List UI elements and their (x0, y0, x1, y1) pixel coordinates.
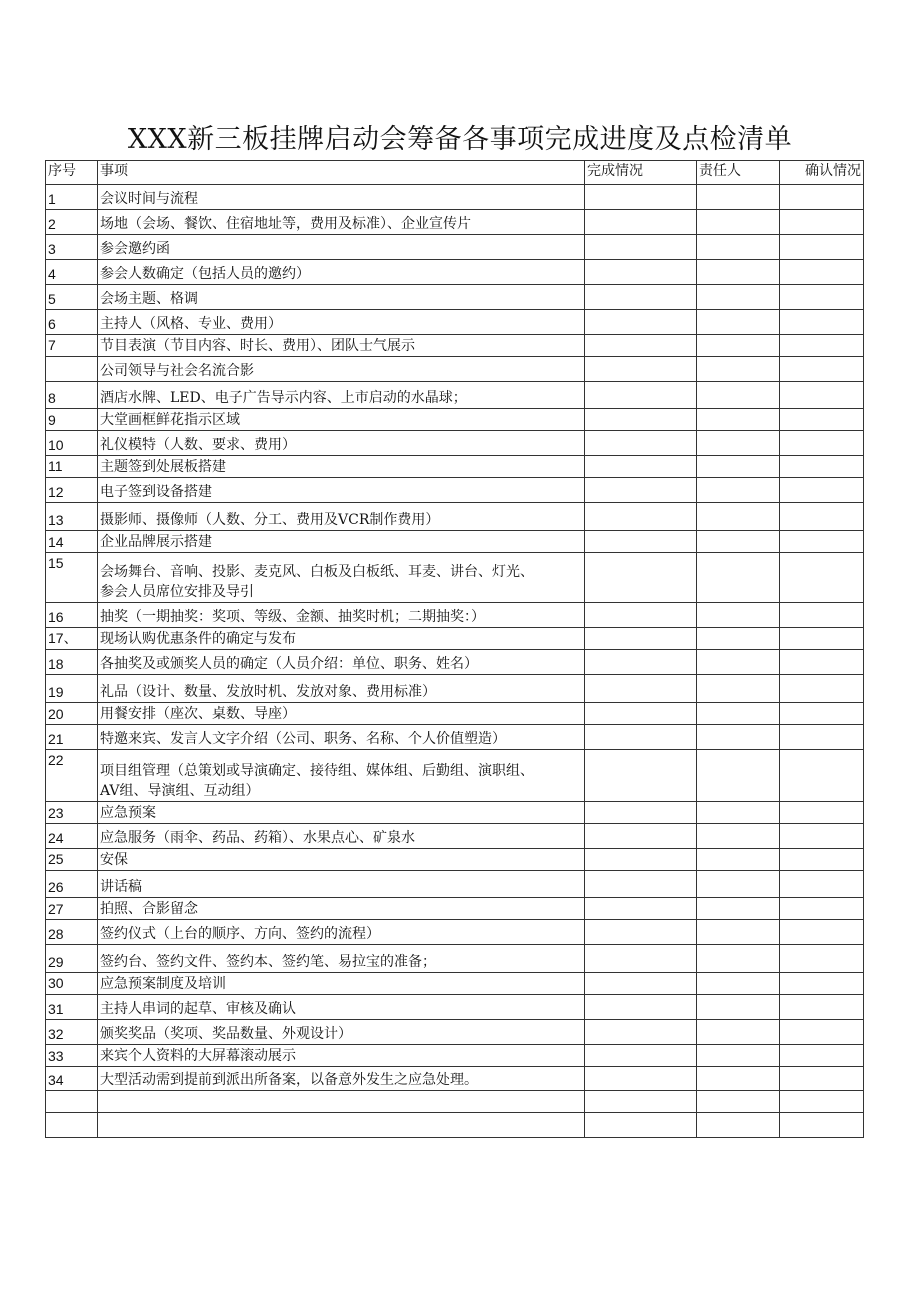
row-confirm-cell (780, 750, 864, 802)
row-status-cell (585, 1067, 697, 1091)
row-confirm-cell (780, 849, 864, 871)
row-item (98, 750, 585, 802)
row-number: 1 (46, 185, 98, 210)
table-row (46, 824, 864, 849)
row-owner-cell (697, 802, 780, 824)
row-confirm-cell (780, 650, 864, 675)
row-status-cell (585, 1091, 697, 1113)
row-owner-cell (697, 675, 780, 703)
table-row (46, 478, 864, 503)
table-row (46, 920, 864, 945)
table-row (46, 750, 864, 802)
row-owner-cell (697, 431, 780, 456)
row-confirm-cell (780, 382, 864, 409)
row-item: 主题签到处展板搭建 (98, 456, 585, 478)
row-item-line-1: 会场舞台、音响、投影、麦克风、白板及白板纸、耳麦、讲台、灯光、 (100, 564, 534, 580)
row-status-cell (585, 945, 697, 973)
row-number: 16 (46, 603, 98, 628)
row-item: 安保 (98, 849, 585, 871)
row-item-line-2: 参会人员席位安排及导引 (100, 584, 254, 600)
row-confirm-cell (780, 409, 864, 431)
row-number: 18 (46, 650, 98, 675)
row-confirm-cell (780, 973, 864, 995)
row-item: 讲话稿 (98, 871, 585, 898)
row-owner-cell (697, 310, 780, 335)
row-confirm-cell (780, 1067, 864, 1091)
row-confirm-cell (780, 945, 864, 973)
row-owner-cell (697, 210, 780, 235)
row-confirm-cell (780, 431, 864, 456)
row-status-cell (585, 628, 697, 650)
row-number: 9 (46, 409, 98, 431)
row-status-cell (585, 235, 697, 260)
row-number: 10 (46, 431, 98, 456)
table-row (46, 431, 864, 456)
row-number: 29 (46, 945, 98, 973)
row-item: 会场主题、格调 (98, 285, 585, 310)
row-owner-cell (697, 628, 780, 650)
row-confirm-cell (780, 871, 864, 898)
row-item: 大型活动需到提前到派出所备案，以备意外发生之应急处理。 (98, 1067, 585, 1091)
row-item: 参会人数确定（包括人员的邀约） (98, 260, 585, 285)
row-item: 礼品（设计、数量、发放时机、发放对象、费用标准） (98, 675, 585, 703)
table-header-row (46, 161, 864, 185)
row-owner-cell (697, 1113, 780, 1138)
table-row (46, 603, 864, 628)
row-number: 2 (46, 210, 98, 235)
table-row (46, 456, 864, 478)
row-confirm-cell (780, 1020, 864, 1045)
row-confirm-cell (780, 1045, 864, 1067)
table-row (46, 650, 864, 675)
row-owner-cell (697, 650, 780, 675)
row-status-cell (585, 920, 697, 945)
row-status-cell (585, 1020, 697, 1045)
row-number: 4 (46, 260, 98, 285)
row-number: 13 (46, 503, 98, 531)
row-owner-cell (697, 1067, 780, 1091)
row-item: 应急预案制度及培训 (98, 973, 585, 995)
row-item: 礼仪模特（人数、要求、费用） (98, 431, 585, 456)
row-number: 19 (46, 675, 98, 703)
row-number (46, 1091, 98, 1113)
table-row (46, 995, 864, 1020)
row-status-cell (585, 382, 697, 409)
table-row (46, 945, 864, 973)
row-owner-cell (697, 335, 780, 357)
row-status-cell (585, 503, 697, 531)
table-row (46, 898, 864, 920)
row-status-cell (585, 1113, 697, 1138)
row-status-cell (585, 531, 697, 553)
row-item (98, 553, 585, 603)
table-row (46, 503, 864, 531)
row-status-cell (585, 456, 697, 478)
row-number: 34 (46, 1067, 98, 1091)
row-status-cell (585, 973, 697, 995)
row-owner-cell (697, 285, 780, 310)
table-row (46, 849, 864, 871)
table-row (46, 335, 864, 357)
table-row (46, 210, 864, 235)
header-status: 完成情况 (585, 161, 697, 185)
table-row (46, 973, 864, 995)
row-number: 26 (46, 871, 98, 898)
row-item: 用餐安排（座次、桌数、导座） (98, 703, 585, 725)
row-confirm-cell (780, 478, 864, 503)
row-number: 31 (46, 995, 98, 1020)
row-item: 主持人（风格、专业、费用） (98, 310, 585, 335)
row-confirm-cell (780, 310, 864, 335)
row-owner-cell (697, 995, 780, 1020)
row-owner-cell (697, 357, 780, 382)
row-item: 应急服务（雨伞、药品、药箱）、水果点心、矿泉水 (98, 824, 585, 849)
row-owner-cell (697, 849, 780, 871)
row-confirm-cell (780, 235, 864, 260)
row-number: 28 (46, 920, 98, 945)
row-owner-cell (697, 409, 780, 431)
row-number: 3 (46, 235, 98, 260)
table-row (46, 185, 864, 210)
row-number: 5 (46, 285, 98, 310)
row-owner-cell (697, 382, 780, 409)
table-row (46, 1091, 864, 1113)
row-item: 拍照、合影留念 (98, 898, 585, 920)
row-status-cell (585, 824, 697, 849)
row-owner-cell (697, 824, 780, 849)
table-row (46, 1045, 864, 1067)
row-item: 签约台、签约文件、签约本、签约笔、易拉宝的准备； (98, 945, 585, 973)
checklist-table (45, 160, 864, 1138)
row-item: 应急预案 (98, 802, 585, 824)
row-confirm-cell (780, 703, 864, 725)
header-owner: 责任人 (697, 161, 780, 185)
row-item: 抽奖（一期抽奖：奖项、等级、金额、抽奖时机；二期抽奖：） (98, 603, 585, 628)
row-owner-cell (697, 750, 780, 802)
row-confirm-cell (780, 898, 864, 920)
table-row (46, 1067, 864, 1091)
table-row (46, 871, 864, 898)
row-confirm-cell (780, 260, 864, 285)
row-number: 6 (46, 310, 98, 335)
row-owner-cell (697, 553, 780, 603)
row-number: 24 (46, 824, 98, 849)
row-confirm-cell (780, 503, 864, 531)
row-confirm-cell (780, 824, 864, 849)
row-owner-cell (697, 920, 780, 945)
row-confirm-cell (780, 553, 864, 603)
header-item: 事项 (98, 161, 585, 185)
row-number: 11 (46, 456, 98, 478)
table-row (46, 235, 864, 260)
row-owner-cell (697, 1020, 780, 1045)
row-status-cell (585, 849, 697, 871)
row-confirm-cell (780, 1113, 864, 1138)
row-status-cell (585, 703, 697, 725)
row-confirm-cell (780, 335, 864, 357)
row-item: 现场认购优惠条件的确定与发布 (98, 628, 585, 650)
row-owner-cell (697, 725, 780, 750)
row-status-cell (585, 260, 697, 285)
row-item: 参会邀约函 (98, 235, 585, 260)
table-row (46, 1113, 864, 1138)
row-owner-cell (697, 1091, 780, 1113)
row-status-cell (585, 725, 697, 750)
row-item: 主持人串词的起草、审核及确认 (98, 995, 585, 1020)
row-status-cell (585, 409, 697, 431)
row-confirm-cell (780, 210, 864, 235)
row-item (98, 1091, 585, 1113)
row-owner-cell (697, 185, 780, 210)
header-confirm: 确认情况 (780, 161, 864, 185)
row-owner-cell (697, 898, 780, 920)
header-number: 序号 (46, 161, 98, 185)
row-item: 摄影师、摄像师（人数、分工、费用及VCR制作费用） (98, 503, 585, 531)
row-number (46, 1113, 98, 1138)
row-item: 大堂画框鲜花指示区域 (98, 409, 585, 431)
row-status-cell (585, 1045, 697, 1067)
row-number: 14 (46, 531, 98, 553)
row-status-cell (585, 185, 697, 210)
row-status-cell (585, 335, 697, 357)
row-item: 来宾个人资料的大屏幕滚动展示 (98, 1045, 585, 1067)
row-number: 23 (46, 802, 98, 824)
row-number: 32 (46, 1020, 98, 1045)
row-number: 12 (46, 478, 98, 503)
table-row (46, 553, 864, 603)
row-number: 33 (46, 1045, 98, 1067)
row-number: 7 (46, 335, 98, 357)
row-confirm-cell (780, 1091, 864, 1113)
page-title: XXX新三板挂牌启动会筹备各事项完成进度及点检清单 (127, 124, 793, 155)
row-status-cell (585, 210, 697, 235)
row-item: 节目表演（节目内容、时长、费用）、团队士气展示 (98, 335, 585, 357)
row-status-cell (585, 802, 697, 824)
row-status-cell (585, 995, 697, 1020)
row-number: 22 (46, 750, 98, 802)
row-number: 21 (46, 725, 98, 750)
table-row (46, 703, 864, 725)
row-item: 酒店水牌、LED、电子广告导示内容、上市启动的水晶球； (98, 382, 585, 409)
row-owner-cell (697, 871, 780, 898)
row-number: 25 (46, 849, 98, 871)
row-status-cell (585, 285, 697, 310)
row-status-cell (585, 750, 697, 802)
row-owner-cell (697, 703, 780, 725)
row-confirm-cell (780, 531, 864, 553)
row-item: 特邀来宾、发言人文字介绍（公司、职务、名称、个人价值塑造） (98, 725, 585, 750)
row-status-cell (585, 553, 697, 603)
row-item: 签约仪式（上台的顺序、方向、签约的流程） (98, 920, 585, 945)
row-item: 公司领导与社会名流合影 (98, 357, 585, 382)
row-confirm-cell (780, 628, 864, 650)
table-row (46, 310, 864, 335)
table-row (46, 382, 864, 409)
row-owner-cell (697, 235, 780, 260)
row-number: 30 (46, 973, 98, 995)
row-confirm-cell (780, 675, 864, 703)
table-row (46, 260, 864, 285)
row-owner-cell (697, 973, 780, 995)
table-row (46, 285, 864, 310)
table-row (46, 357, 864, 382)
row-status-cell (585, 357, 697, 382)
row-number: 20 (46, 703, 98, 725)
row-status-cell (585, 603, 697, 628)
table-row (46, 725, 864, 750)
row-confirm-cell (780, 285, 864, 310)
row-item: 电子签到设备搭建 (98, 478, 585, 503)
row-confirm-cell (780, 456, 864, 478)
table-row (46, 628, 864, 650)
row-number: 8 (46, 382, 98, 409)
row-status-cell (585, 675, 697, 703)
table-row (46, 531, 864, 553)
row-item-line-2: AV组、导演组、互动组） (100, 783, 260, 799)
row-owner-cell (697, 503, 780, 531)
row-item: 会议时间与流程 (98, 185, 585, 210)
row-owner-cell (697, 478, 780, 503)
row-item: 企业品牌展示搭建 (98, 531, 585, 553)
table-row (46, 1020, 864, 1045)
row-status-cell (585, 898, 697, 920)
row-status-cell (585, 310, 697, 335)
row-status-cell (585, 650, 697, 675)
row-status-cell (585, 871, 697, 898)
row-number: 27 (46, 898, 98, 920)
row-confirm-cell (780, 725, 864, 750)
row-number: 17、 (46, 628, 98, 650)
row-number: 15 (46, 553, 98, 603)
row-owner-cell (697, 260, 780, 285)
row-confirm-cell (780, 802, 864, 824)
row-confirm-cell (780, 357, 864, 382)
row-item: 各抽奖及或颁奖人员的确定（人员介绍：单位、职务、姓名） (98, 650, 585, 675)
row-confirm-cell (780, 920, 864, 945)
row-status-cell (585, 431, 697, 456)
row-confirm-cell (780, 995, 864, 1020)
row-item: 颁奖奖品（奖项、奖品数量、外观设计） (98, 1020, 585, 1045)
row-owner-cell (697, 531, 780, 553)
row-confirm-cell (780, 185, 864, 210)
table-row (46, 675, 864, 703)
row-number (46, 357, 98, 382)
row-owner-cell (697, 1045, 780, 1067)
row-item (98, 1113, 585, 1138)
row-owner-cell (697, 945, 780, 973)
row-owner-cell (697, 603, 780, 628)
row-item-line-1: 项目组管理（总策划或导演确定、接待组、媒体组、后勤组、演职组、 (100, 763, 534, 779)
row-confirm-cell (780, 603, 864, 628)
row-status-cell (585, 478, 697, 503)
table-row (46, 802, 864, 824)
table-row (46, 409, 864, 431)
row-item: 场地（会场、餐饮、住宿地址等，费用及标准）、企业宣传片 (98, 210, 585, 235)
row-owner-cell (697, 456, 780, 478)
